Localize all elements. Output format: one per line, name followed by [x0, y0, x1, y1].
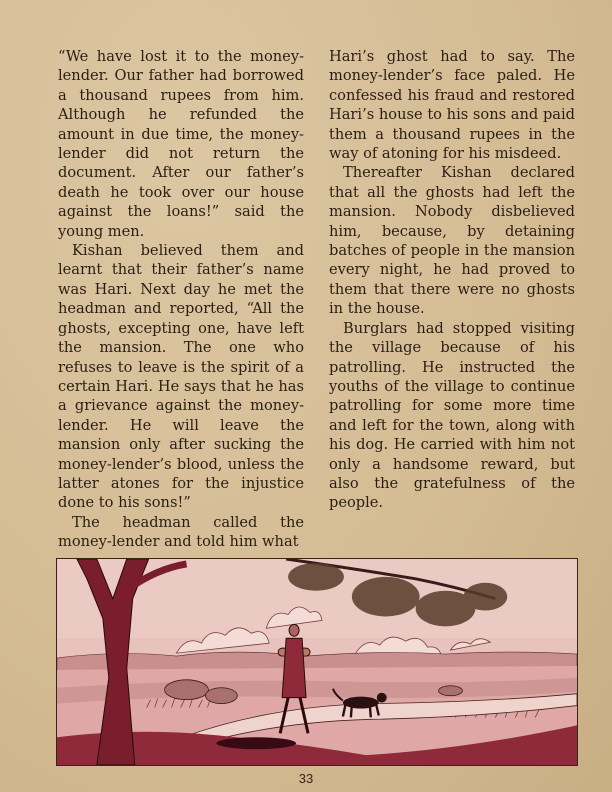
story-column-right [329, 47, 575, 513]
paragraph: “We have lost it to the money-lender. Our father had borrowed a thousand rupees from him. Although he refunded the amount in due time, the money-lender did not return the document. After our father’s death he took over our house against the loans!” said the young men. [58, 48, 304, 240]
paragraph: Hari’s ghost had to say. The money-lender’s face paled. He confessed his fraud and restored Hari’s house to his sons and paid them a thousand rupees in the way of atoning for his misdeed. [329, 48, 575, 163]
page-number: 33 [298, 771, 314, 786]
paragraph: Kishan believed them and learnt that their father’s name was Hari. Next day he met the headman and reported, “All the ghosts, excepting one, have left the mansion. The one who refuses to leave is the spirit of a certain Hari. He says that he has a grievance against the money-lender. He will leave the mansion only after sucking the money-lender’s blood, unless the latter atones for the injustice done to his sons!” [58, 242, 304, 512]
paragraph: Thereafter Kishan declared that all the ghosts had left the mansion. Nobody disbelieved him, because, by detaining batches of people in the mansion every night, he had proved to them that there were no ghosts in the house. [329, 164, 575, 318]
paragraph: Burglars had stopped visiting the village because of his patrolling. He instructed the youths of the village to continue patrolling for some more time and left for the town, along with his dog. He carried with him not only a handsome reward, but also the gratefulness of the people. [329, 319, 575, 512]
story-illustration [56, 558, 578, 766]
paragraph: The headman called the money-lender and told him what [58, 513, 304, 551]
story-column-left [58, 47, 304, 552]
village-road-scene [57, 559, 577, 765]
